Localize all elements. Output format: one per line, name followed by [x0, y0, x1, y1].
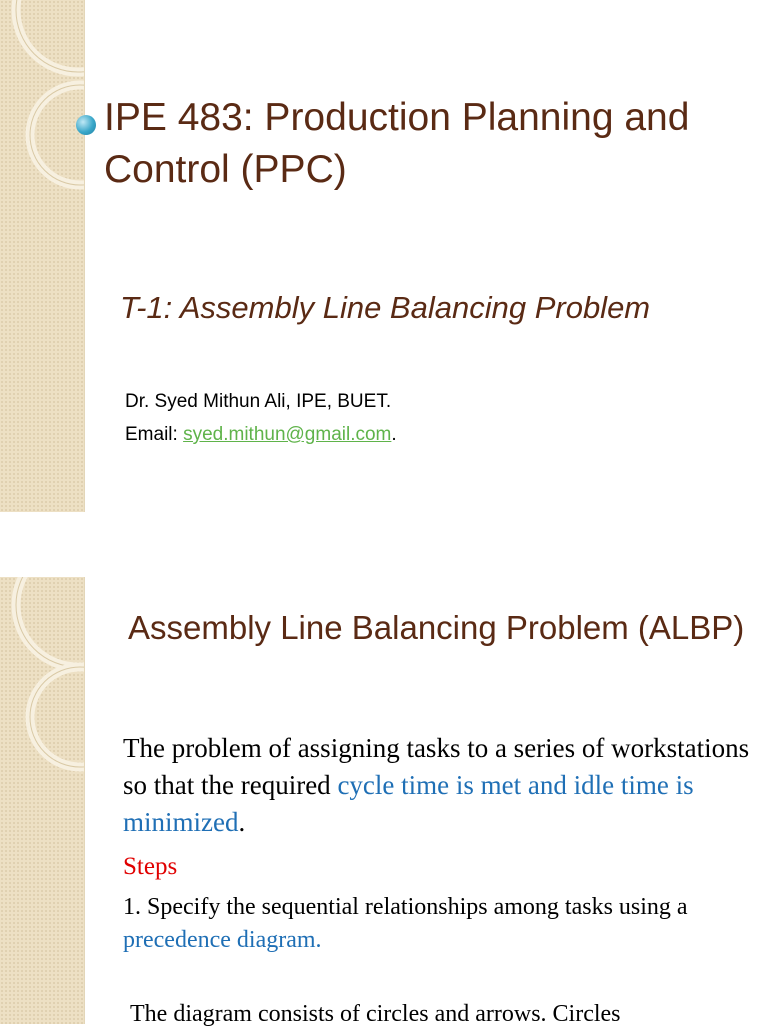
bullet-dot-icon [76, 115, 96, 135]
decorative-strip [0, 577, 85, 1024]
slide-gap [0, 512, 768, 577]
steps-heading: Steps [123, 853, 178, 880]
slide-body [123, 730, 753, 957]
step-1-highlight: precedence diagram [123, 927, 316, 953]
decorative-arcs-icon [0, 577, 84, 1024]
email-label: Email: [125, 424, 184, 445]
slide-1 [0, 0, 768, 512]
para-text: The problem of assigning tasks to a series of workstations so that the required [123, 733, 750, 800]
author-block [125, 385, 397, 451]
email-link[interactable]: syed.mithun@gmail.com [183, 424, 392, 445]
diagram-paragraph: The diagram consists of circles and arrows. Circles [130, 1001, 621, 1027]
step-1-end: . [315, 927, 322, 953]
presentation-subtitle: T-1: Assembly Line Balancing Problem [120, 290, 651, 325]
slide-title: Assembly Line Balancing Problem (ALBP) [128, 609, 745, 646]
author-name: Dr. Syed Mithun Ali, IPE, BUET. [125, 391, 392, 412]
para-highlight: cycle time is met and idle time is minimized [123, 770, 694, 837]
presentation-title: IPE 483: Production Planning and Control (PPC) [104, 96, 690, 191]
step-1 [123, 891, 753, 957]
decorative-arcs-icon [0, 0, 84, 512]
step-1-text: 1. Specify the sequential relationships among tasks using a [123, 894, 688, 920]
decorative-strip [0, 0, 85, 512]
para-end: . [238, 807, 246, 837]
email-suffix: . [391, 424, 397, 445]
email-line [125, 418, 397, 451]
definition-paragraph [123, 730, 753, 841]
